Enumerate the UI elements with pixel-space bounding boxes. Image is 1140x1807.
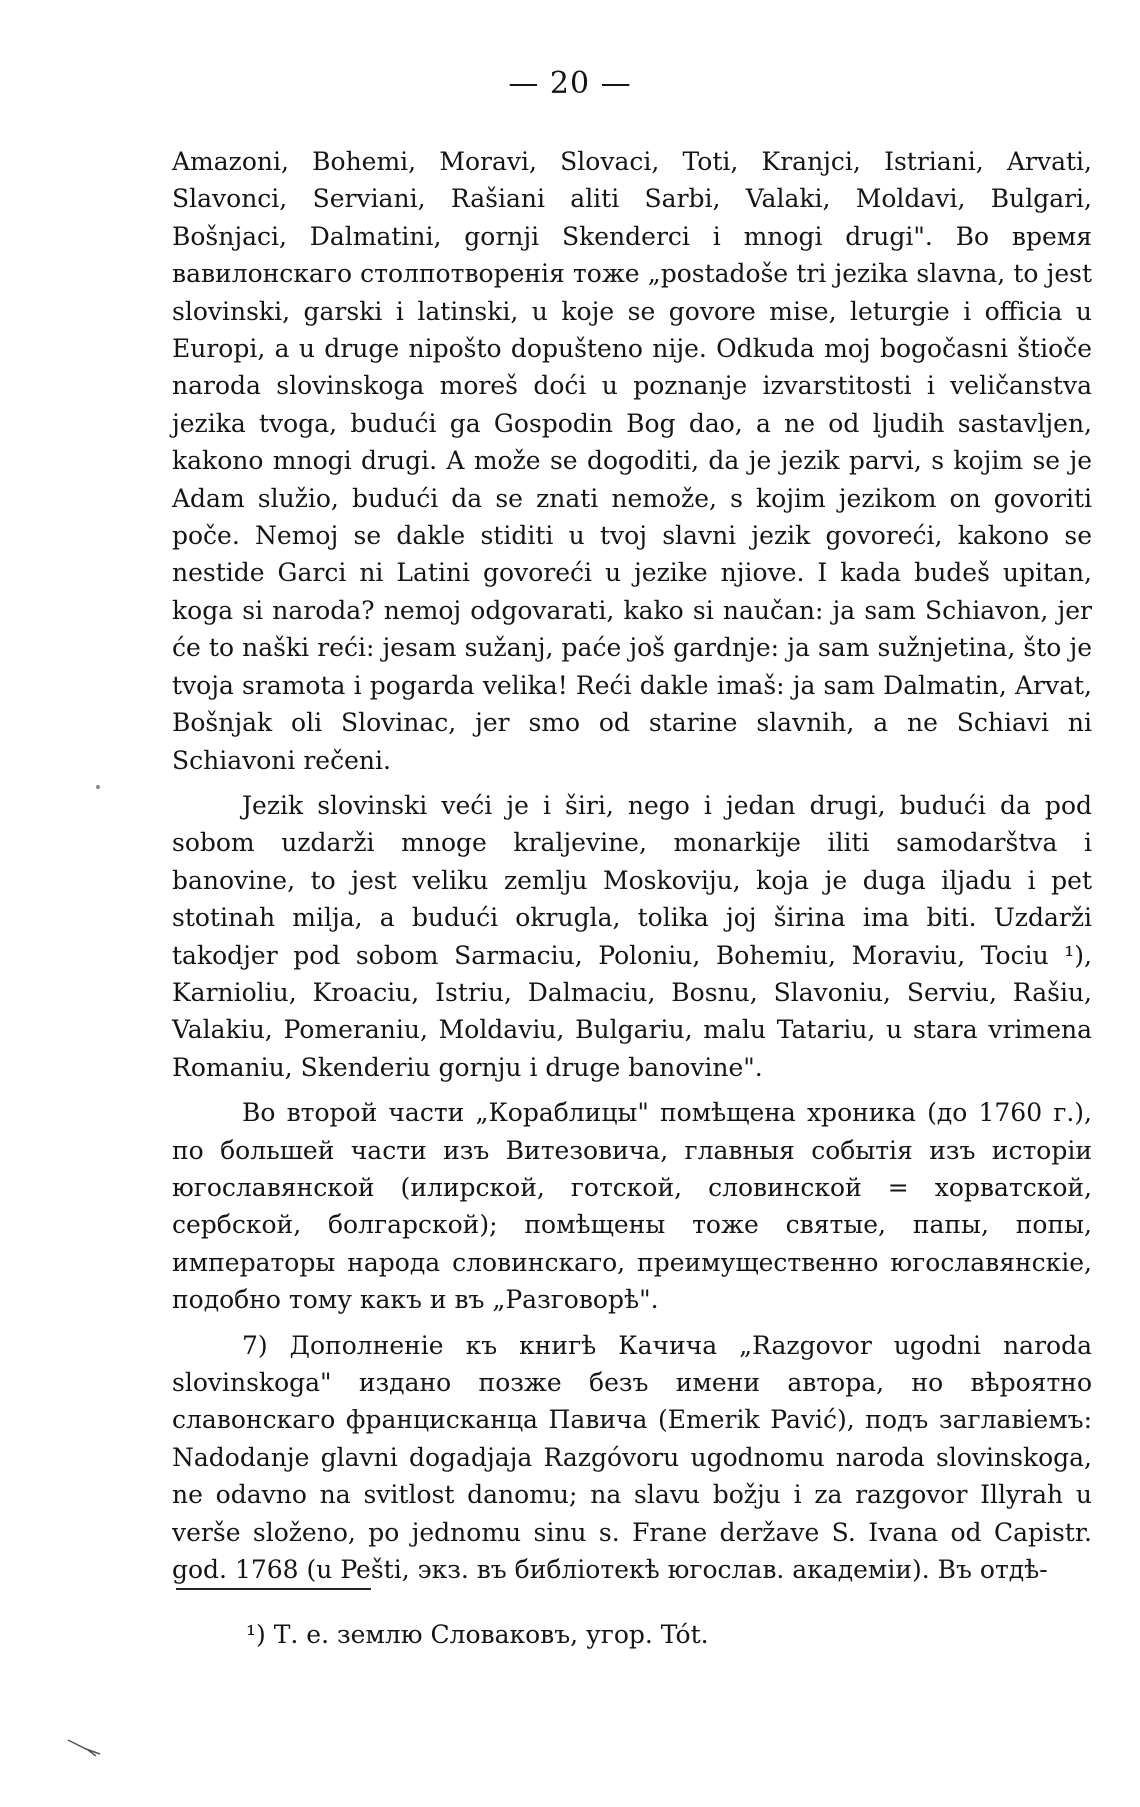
footnote-divider [176, 1588, 371, 1590]
pencil-mark [66, 1738, 112, 1758]
paragraph-1: Amazoni, Bohemi, Moravi, Slovaci, Toti, Kranjci, Istriani, Arvati, Slavonci, Serviani, Rašiani aliti Sarbi, Valaki, Moldavi, Bulgari, Bošnjaci, Dalmatini, gornji Skenderci i mnogi drugi". Во время вавилонскаго столпотворенія тоже „postadoše tri jezika slavna, to jest slovinski, garski i latinski, u koje se govore mise, leturgie i officia u Europi, a u druge nipošto dopušteno nije. Odkuda moj bogočasni štioče naroda slovinskoga moreš doći u poznanje izvarstitosti i veličanstva jezika tvoga, budući ga Gospodin Bog dao, a ne od ljudih sastavljen, kakono mnogi drugi. A može se dogoditi, da je jezik parvi, s kojim se je Adam služio, budući da se znati nemože, s kojim jezikom on govoriti poče. Nemoj se dakle stiditi u tvoj slavni jezik govoreći, kakono se nestide Garci ni Latini govoreći u jezike njiove. I kada budeš upitan, koga si naroda? nemoj odgovarati, kako si naučan: ja sam Schiavon, jer će to naški reći: jesam sužanj, paće još gardnje: ja sam sužnjetina, što je tvoja sramota i pogarda velika! Reći dakle imaš: ja sam Dalmatin, Arvat, Bošnjak oli Slovinac, jer smo od starine slavnih, a ne Schiavi ni Schiavoni rečeni. [172, 147, 1092, 775]
paragraph-4: 7) Дополненіе къ книгѣ Качича „Razgovor ugodni naroda slovinskoga" издано позже безъ имени автора, но вѣроятно славонскаго францисканца Павича (Emerik Pavić), подъ заглавіемъ: Nadodanje glavni dogadjaja Razgóvoru ugodnomu naroda slovinskoga, ne odavno na svitlost danomu; na slavu božju i za razgovor Illyrah u verše složeno, po jednomu sinu s. Frane deržave S. Ivana od Capistr. god. 1768 (u Pešti, экз. въ библіотекѣ югослав. академіи). Въ отдѣ- [172, 1330, 1092, 1585]
margin-mark [96, 785, 100, 789]
paragraph-3: Во второй части „Кораблицы" помѣщена хроника (до 1760 г.), по большей части изъ Витезовича, главныя событія изъ исторіи югославянской (илирской, готской, словинской = хорватской, сербской, болгарской); помѣщены тоже святые, папы, попы, императоры народа словинскаго, преимущественно югославянскіе, подобно тому какъ и въ „Разговорѣ". [172, 1098, 1092, 1315]
page-number: — 20 — [508, 66, 632, 101]
paragraph-2: Jezik slovinski veći je i širi, nego i jedan drugi, budući da pod sobom uzdarži mnoge kraljevine, monarkije iliti samodarštva i banovine, to jest veliku zemlju Moskoviju, koja je duga iljadu i pet stotinah milja, a budući okrugla, tolika joj širina ima biti. Uzdarži takodjer pod sobom Sarmaciu, Poloniu, Bohemiu, Moraviu, Tociu ¹), Karnioliu, Kroaciu, Istriu, Dalmaciu, Bosnu, Slavoniu, Serviu, Rašiu, Valakiu, Pomeraniu, Moldaviu, Bulgariu, malu Tatariu, u stara vrimena Romaniu, Skenderiu gornju i druge banovine". [172, 790, 1092, 1082]
footnote: ¹) Т. е. землю Словаковъ, угор. Tót. [246, 1620, 709, 1649]
main-text [172, 143, 1092, 1588]
